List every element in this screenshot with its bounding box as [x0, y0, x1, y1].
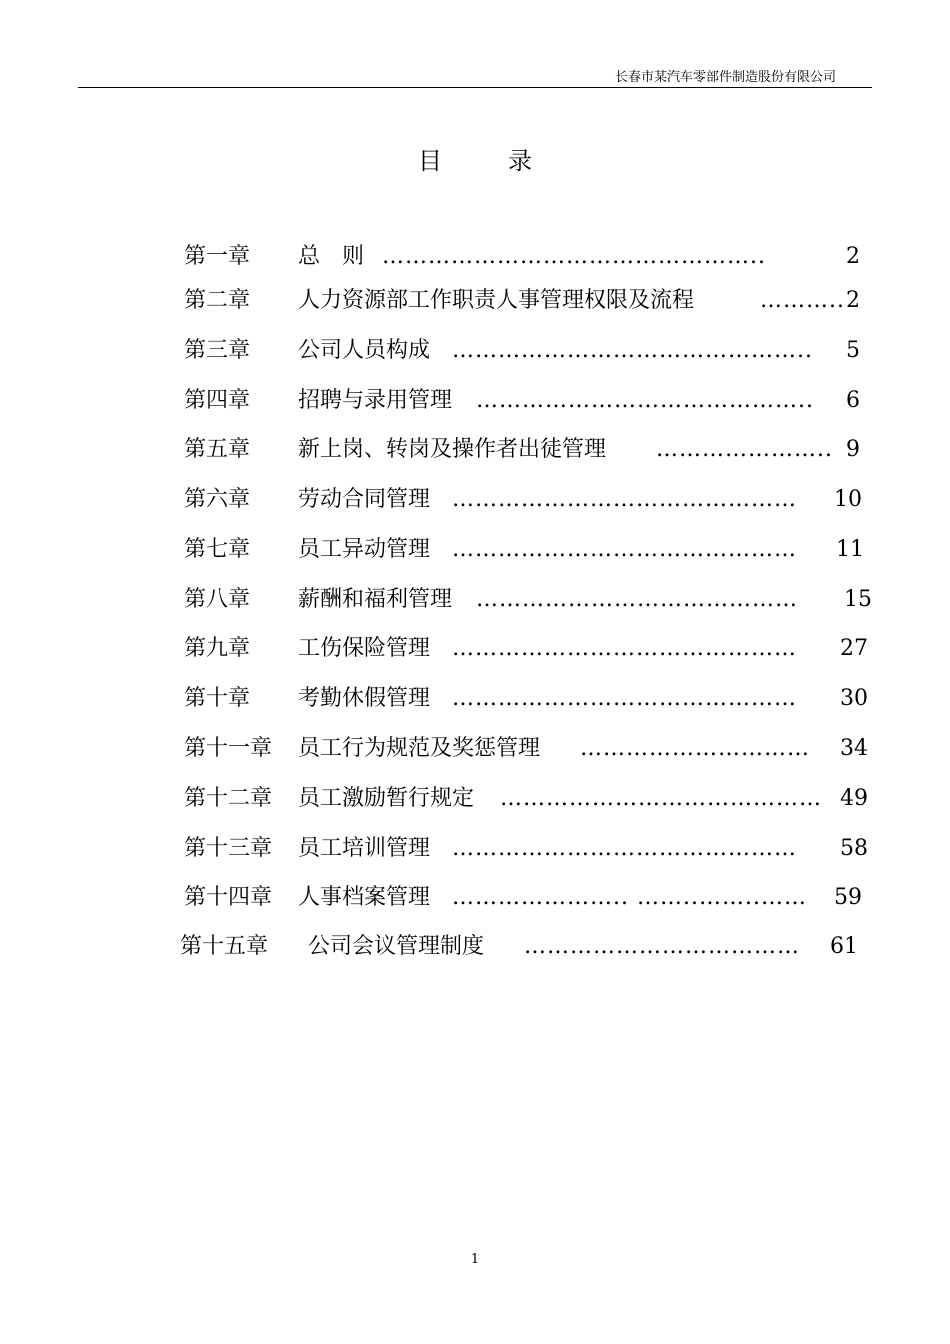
page-number: 61	[830, 934, 858, 959]
page-number: 9	[846, 437, 860, 462]
page-number: 15	[844, 587, 872, 612]
toc-entry[interactable]	[0, 784, 950, 814]
chapter-title: 总 则	[298, 244, 365, 269]
page-number: 27	[840, 636, 868, 661]
dot-leader: ………………………………………	[452, 636, 797, 661]
toc-entry[interactable]	[0, 684, 950, 714]
page-number: 5	[846, 338, 860, 363]
chapter-number: 第六章	[184, 487, 251, 512]
chapter-number: 第七章	[184, 537, 251, 562]
chapter-title: 工伤保险管理	[298, 636, 431, 661]
toc-entry[interactable]	[0, 634, 950, 664]
chapter-number: 第二章	[184, 288, 251, 313]
chapter-number: 第十五章	[180, 934, 269, 959]
toc-entry[interactable]	[0, 286, 950, 316]
chapter-number: 第一章	[184, 244, 251, 269]
chapter-number: 第九章	[184, 636, 251, 661]
page-title	[0, 146, 950, 176]
chapter-title: 考勤休假管理	[298, 686, 431, 711]
dot-leader: ……………………………………	[500, 786, 822, 811]
chapter-title: 公司会议管理制度	[308, 934, 485, 959]
dot-leader: …………………………………………..	[382, 244, 766, 269]
chapter-number: 第八章	[184, 587, 251, 612]
chapter-title: 员工培训管理	[298, 836, 431, 861]
running-header: 长春市某汽车零部件制造股份有限公司	[614, 70, 836, 85]
page-number: 49	[840, 786, 868, 811]
dot-leader: …………………………	[580, 736, 810, 761]
toc-entry[interactable]	[0, 485, 950, 515]
dot-leader: ………………….. ……..……..……	[452, 885, 807, 910]
dot-leader: ………………………………………	[452, 487, 797, 512]
chapter-title: 薪酬和福利管理	[298, 587, 453, 612]
toc-entry[interactable]	[0, 734, 950, 764]
toc-entry[interactable]	[0, 535, 950, 565]
dot-leader: ………………………………	[524, 934, 800, 959]
chapter-title: 劳动合同管理	[298, 487, 431, 512]
dot-leader: …………………..	[656, 437, 833, 462]
toc-entry[interactable]	[0, 585, 950, 615]
chapter-title: 公司人员构成	[298, 338, 431, 363]
chapter-number: 第十四章	[184, 885, 273, 910]
header-rule	[78, 87, 872, 88]
page-number: 59	[834, 885, 862, 910]
dot-leader: ………………………………………	[452, 537, 797, 562]
page-number: 2	[846, 288, 860, 313]
page-number: 10	[834, 487, 862, 512]
chapter-number: 第四章	[184, 388, 251, 413]
dot-leader: ………………………………………..	[452, 338, 813, 363]
chapter-number: 第三章	[184, 338, 251, 363]
toc-entry[interactable]	[0, 932, 950, 962]
dot-leader: ……………………………………	[476, 587, 798, 612]
chapter-number: 第五章	[184, 437, 251, 462]
title-char-2: 录	[508, 147, 532, 175]
chapter-title: 员工行为规范及奖惩管理	[298, 736, 541, 761]
chapter-title: 人力资源部工作职责人事管理权限及流程	[298, 288, 695, 313]
page-number: 34	[840, 736, 868, 761]
page-footer-number: 1	[470, 1252, 480, 1267]
page-number: 6	[846, 388, 860, 413]
chapter-number: 第十一章	[184, 736, 273, 761]
chapter-number: 第十二章	[184, 786, 273, 811]
page-number: 30	[840, 686, 868, 711]
dot-leader: ……………………………………..	[476, 388, 814, 413]
chapter-title: 招聘与录用管理	[298, 388, 453, 413]
page-number: 58	[840, 836, 868, 861]
page-number: 2	[846, 244, 860, 269]
chapter-title: 员工异动管理	[298, 537, 431, 562]
dot-leader: ………………………………………	[452, 836, 797, 861]
toc-entry[interactable]	[0, 386, 950, 416]
toc-entry[interactable]	[0, 435, 950, 465]
toc-entry[interactable]	[0, 336, 950, 366]
toc-entry[interactable]	[0, 883, 950, 913]
chapter-number: 第十三章	[184, 836, 273, 861]
dot-leader: ………..	[760, 288, 845, 313]
chapter-title: 新上岗、转岗及操作者出徒管理	[298, 437, 607, 462]
toc-entry[interactable]	[0, 834, 950, 864]
chapter-number: 第十章	[184, 686, 251, 711]
dot-leader: ………………………………………	[452, 686, 797, 711]
page-number: 11	[836, 537, 864, 562]
title-char-1: 目	[418, 147, 442, 175]
chapter-title: 员工激励暂行规定	[298, 786, 475, 811]
chapter-title: 人事档案管理	[298, 885, 431, 910]
toc-entry[interactable]	[0, 242, 950, 272]
